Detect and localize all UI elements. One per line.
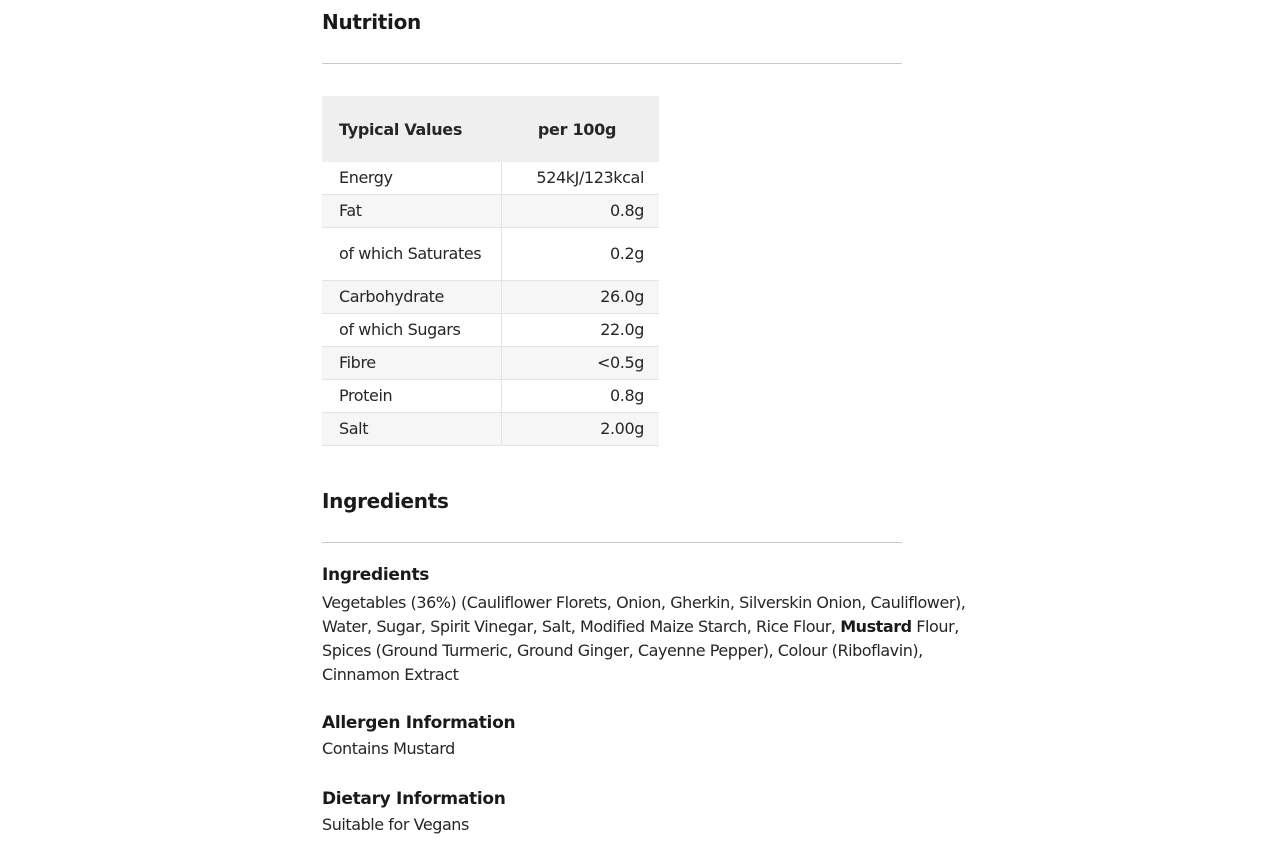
nutrition-divider [322, 63, 902, 64]
row-value: 22.0g [501, 314, 659, 347]
row-label: of which Saturates [322, 228, 501, 281]
row-label: Carbohydrate [322, 281, 501, 314]
ingredients-title: Ingredients [322, 489, 449, 513]
ingredients-text [322, 591, 982, 687]
row-label: Protein [322, 380, 501, 413]
row-label: Fibre [322, 347, 501, 380]
dietary-block [322, 789, 982, 837]
ingredients-divider [322, 542, 902, 543]
table-row [322, 195, 659, 228]
table-row [322, 228, 659, 281]
row-value: 0.2g [501, 228, 659, 281]
header-typical-values: Typical Values [322, 96, 501, 162]
allergen-heading: Allergen Information [322, 713, 516, 733]
nutrition-table-header [322, 96, 659, 162]
ingredients-heading: Ingredients [322, 565, 430, 585]
nutrition-title: Nutrition [322, 10, 421, 34]
row-label: Energy [322, 162, 501, 195]
row-label: Fat [322, 195, 501, 228]
row-value: 524kJ/123kcal [501, 162, 659, 195]
dietary-text: Suitable for Vegans [322, 815, 469, 834]
table-row [322, 162, 659, 195]
allergen-text: Contains Mustard [322, 739, 455, 758]
row-value: 0.8g [501, 195, 659, 228]
nutrition-table [322, 96, 659, 446]
table-row [322, 281, 659, 314]
row-label: of which Sugars [322, 314, 501, 347]
table-row [322, 380, 659, 413]
ingredients-text-part1: Vegetables (36%) (Cauliflower Florets, Onion, Gherkin, Silverskin Onion, Cauliflower), Water, Sugar, Spirit Vinegar, Salt, Modified Maize Starch, Rice Flour, [322, 593, 966, 636]
allergen-highlight: Mustard [840, 617, 912, 636]
row-value: 0.8g [501, 380, 659, 413]
dietary-heading: Dietary Information [322, 789, 506, 809]
ingredients-block [322, 565, 982, 687]
header-per-100g: per 100g [501, 96, 659, 162]
ingredients-text-part2: Flour, Spices (Ground Turmeric, Ground Ginger, Cayenne Pepper), Colour (Riboflavin), Cinnamon Extract [322, 617, 959, 684]
row-label: Salt [322, 413, 501, 446]
row-value: 2.00g [501, 413, 659, 446]
row-value: 26.0g [501, 281, 659, 314]
table-row [322, 347, 659, 380]
table-row [322, 413, 659, 446]
allergen-block [322, 713, 982, 761]
row-value: <0.5g [501, 347, 659, 380]
table-row [322, 314, 659, 347]
